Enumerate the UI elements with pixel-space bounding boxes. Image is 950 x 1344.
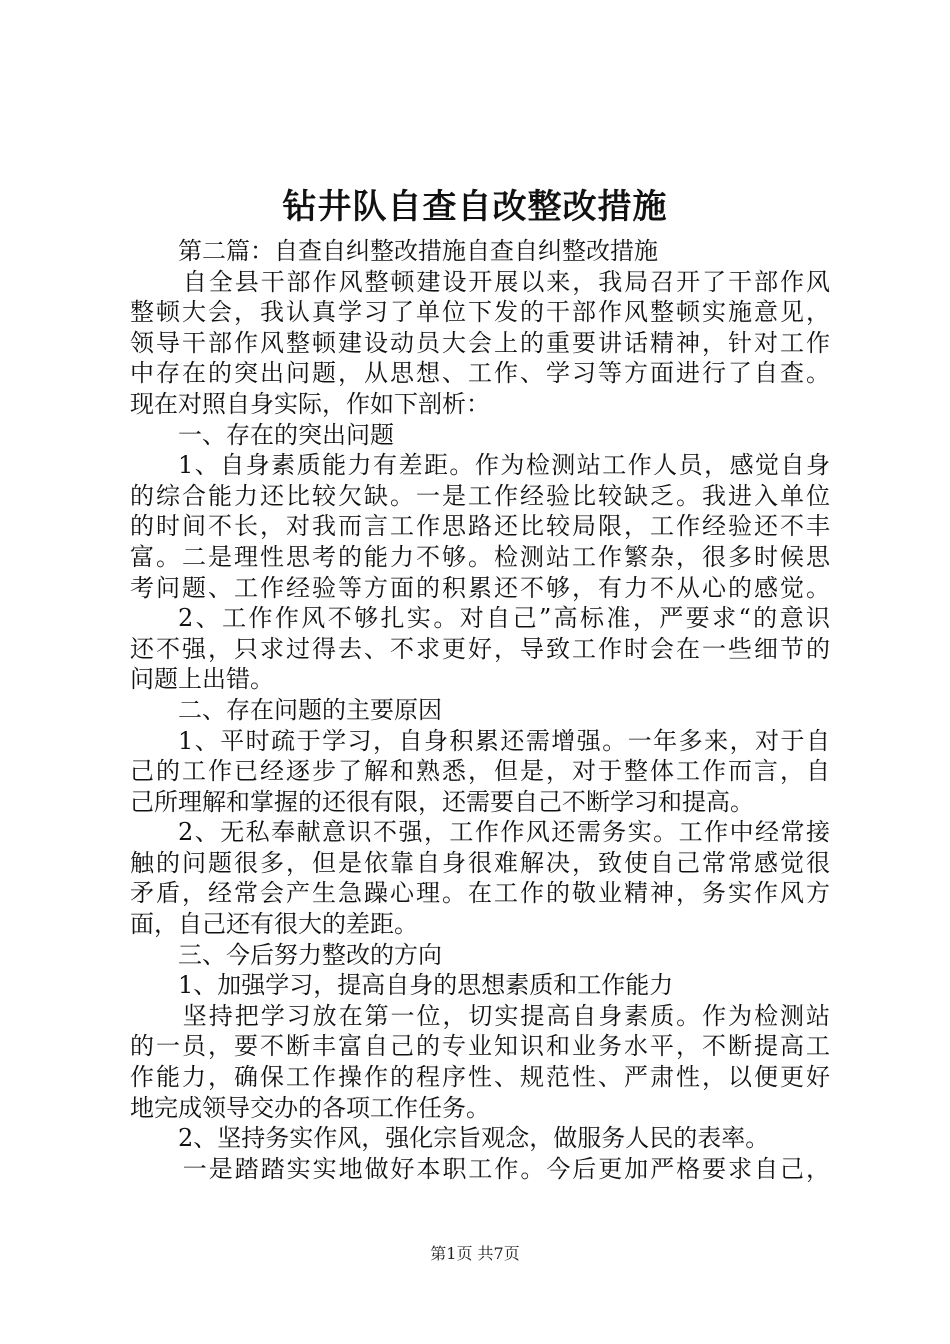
text-line: 作能力，确保工作操作的程序性、规范性、严肃性，以便更好 (130, 1063, 830, 1092)
text-line: 的一员，要不断丰富自己的专业知识和业务水平，不断提高工 (130, 1032, 830, 1061)
text-line: 现在对照自身实际，作如下剖析： (130, 389, 490, 418)
text-line: 第二篇：自查自纠整改措施自查自纠整改措施 (178, 237, 658, 265)
text-line: 一、存在的突出问题 (178, 420, 394, 449)
text-line: 己所理解和掌握的还很有限，还需要自己不断学习和提高。 (130, 787, 754, 816)
text-line: 的时间不长，对我而言工作思路还比较局限，工作经验还不丰 (130, 512, 830, 541)
text-line: 1、加强学习，提高自身的思想素质和工作能力 (178, 971, 674, 1000)
text-line: 考问题、工作经验等方面的积累还不够，有力不从心的感觉。 (130, 573, 830, 602)
text-line: 矛盾，经常会产生急躁心理。在工作的敬业精神，务实作风方 (130, 879, 830, 908)
text-line: 问题上出错。 (130, 665, 274, 694)
text-line: 整顿大会，我认真学习了单位下发的干部作风整顿实施意见， (130, 298, 830, 327)
document-title: 钻井队自查自改整改措施 (282, 187, 668, 227)
text-line: 1、平时疏于学习，自身积累还需增强。一年多来，对于自 (178, 726, 830, 755)
text-line: 的综合能力还比较欠缺。一是工作经验比较缺乏。我进入单位 (130, 481, 830, 510)
text-line: 中存在的突出问题，从思想、工作、学习等方面进行了自查。 (130, 359, 830, 388)
text-line: 一是踏踏实实地做好本职工作。今后更加严格要求自己， (182, 1154, 830, 1183)
text-line: 2、无私奉献意识不强，工作作风还需务实。工作中经常接 (178, 818, 830, 847)
text-line: 2、工作作风不够扎实。对自己”高标准，严要求“的意识 (178, 604, 830, 633)
text-line: 领导干部作风整顿建设动员大会上的重要讲话精神，针对工作 (130, 328, 830, 357)
document-body (130, 236, 830, 1184)
page-footer: 第1页 共7页 (430, 1244, 520, 1263)
text-line: 2、坚持务实作风，强化宗旨观念，做服务人民的表率。 (178, 1124, 770, 1153)
text-line: 三、今后努力整改的方向 (178, 940, 442, 969)
text-line: 己的工作已经逐步了解和熟悉，但是，对于整体工作而言，自 (130, 757, 830, 786)
text-line: 富。二是理性思考的能力不够。检测站工作繁杂，很多时候思 (130, 542, 830, 571)
text-line: 自全县干部作风整顿建设开展以来，我局召开了干部作风 (182, 267, 830, 296)
text-line: 二、存在问题的主要原因 (178, 695, 442, 724)
text-line: 地完成领导交办的各项工作任务。 (130, 1093, 490, 1122)
text-line: 面，自己还有很大的差距。 (130, 910, 418, 939)
text-line: 触的问题很多，但是依靠自身很难解决，致使自己常常感觉很 (130, 848, 830, 877)
text-line: 坚持把学习放在第一位，切实提高自身素质。作为检测站 (182, 1001, 830, 1030)
text-line: 还不强，只求过得去、不求更好，导致工作时会在一些细节的 (130, 634, 830, 663)
text-line: 1、自身素质能力有差距。作为检测站工作人员，感觉自身 (178, 451, 830, 480)
